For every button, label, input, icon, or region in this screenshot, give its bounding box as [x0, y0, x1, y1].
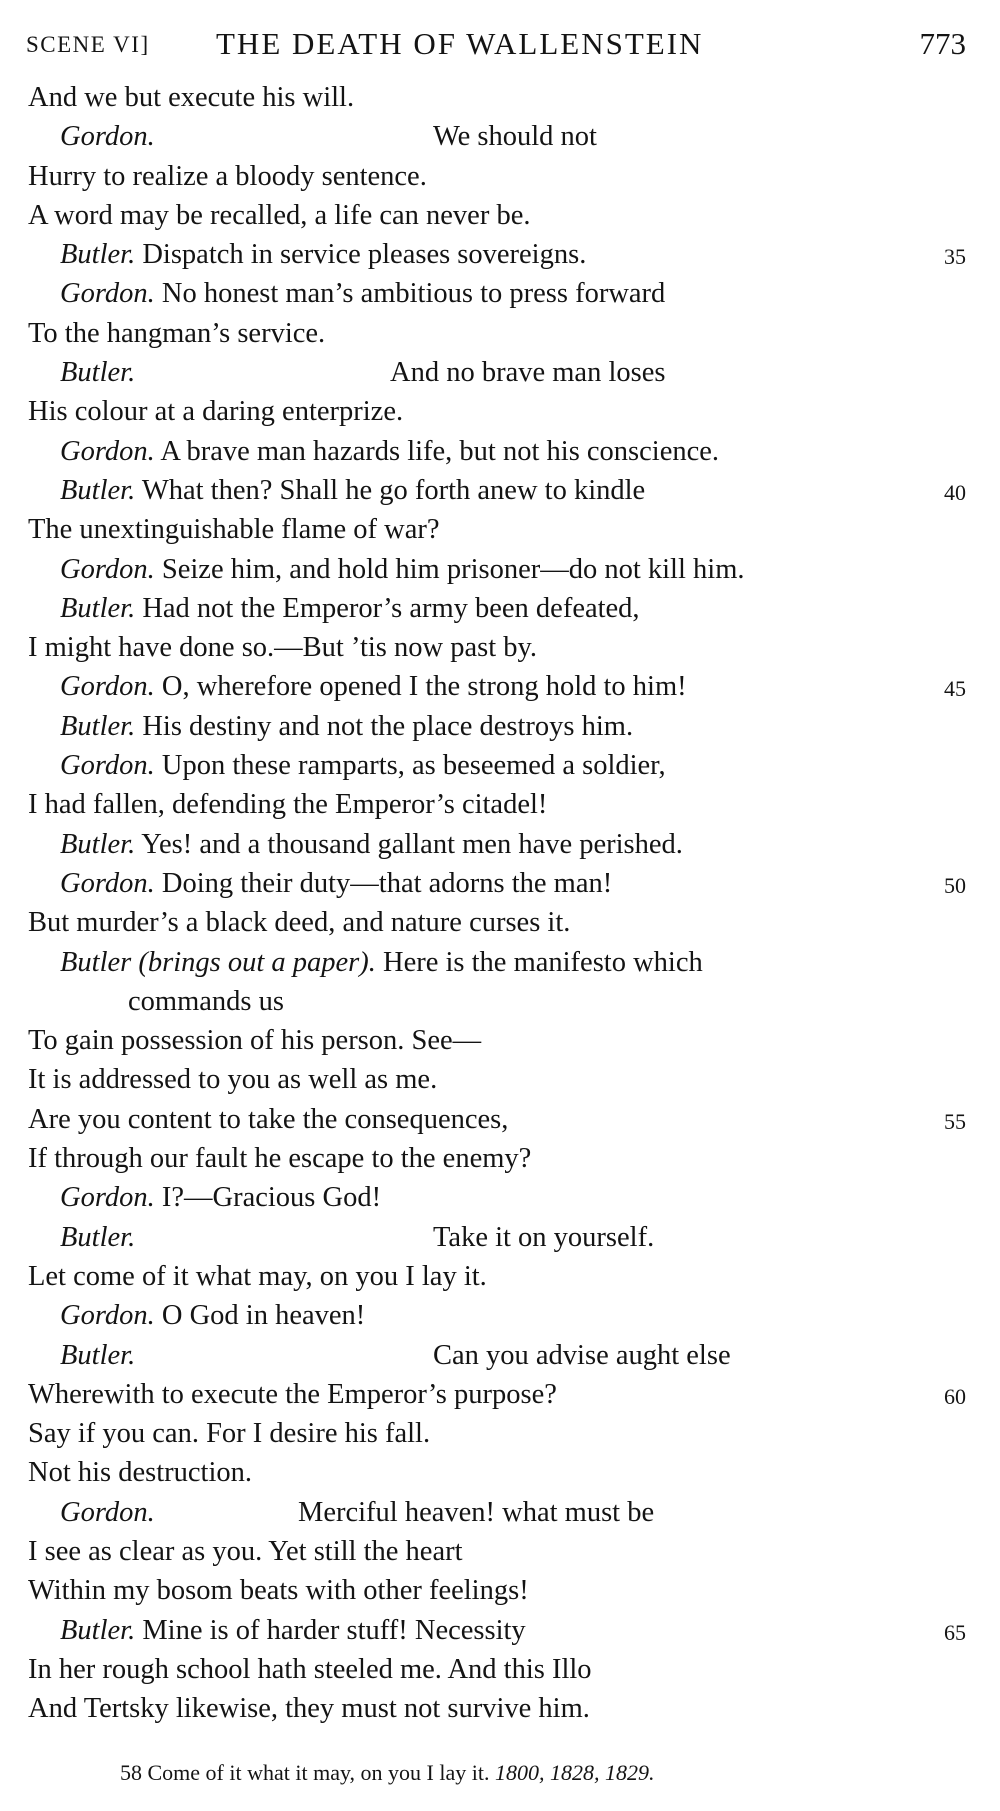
line-text: Not his destruction.: [28, 1457, 253, 1489]
verse-line: [28, 196, 966, 235]
verse-line: [28, 785, 966, 824]
speaker-name: Gordon.: [60, 1300, 155, 1332]
line-text: What then? Shall he go forth anew to kindle: [141, 474, 646, 506]
speaker-name: Gordon.: [60, 435, 155, 467]
line-number: 65: [944, 1619, 966, 1645]
line-text: To the hangman’s service.: [28, 317, 326, 349]
verse-line: [28, 1257, 966, 1296]
verse-line: [28, 628, 966, 667]
speaker-name: Butler.: [60, 710, 136, 742]
speaker-name: Gordon.: [60, 671, 155, 703]
speaker-name: Butler.: [60, 1339, 136, 1371]
line-text: The unextinguishable flame of war?: [28, 514, 440, 546]
speaker-name: Butler.: [60, 357, 136, 389]
verse-line: [28, 274, 966, 313]
verse-line: [28, 78, 966, 117]
line-text: I?—Gracious God!: [161, 1182, 382, 1214]
line-text: And Tertsky likewise, they must not survive him.: [28, 1693, 590, 1725]
verse-line: [28, 314, 966, 353]
line-number: 50: [944, 872, 966, 898]
line-text: His colour at a daring enterprize.: [28, 396, 404, 428]
line-text: O God in heaven!: [161, 1300, 366, 1332]
verse-line: [28, 1532, 966, 1571]
line-text: If through our fault he escape to the enemy?: [28, 1143, 532, 1175]
verse-line: [28, 1650, 966, 1689]
page-number: 773: [919, 26, 966, 61]
line-text: Had not the Emperor’s army been defeated,: [142, 592, 640, 624]
speaker-name: Gordon.: [60, 278, 155, 310]
line-text: Dispatch in service pleases sovereigns.: [142, 239, 587, 271]
line-number: 45: [944, 676, 966, 702]
footnote-editions: 1800, 1828, 1829.: [494, 1760, 655, 1785]
running-head: [26, 26, 966, 66]
verse-line: [28, 1021, 966, 1060]
line-text: I had fallen, defending the Emperor’s citadel!: [28, 789, 548, 821]
verse-line: [28, 510, 966, 549]
line-number: 35: [944, 244, 966, 270]
verse-line: [28, 117, 966, 156]
line-text: I might have done so.—But ’tis now past by.: [28, 632, 538, 664]
line-text: In her rough school hath steeled me. And this Illo: [28, 1653, 592, 1685]
line-text: A word may be recalled, a life can never be.: [28, 199, 531, 231]
line-text: A brave man hazards life, but not his conscience.: [160, 435, 720, 467]
verse-line: [28, 746, 966, 785]
verse-line: [28, 1178, 966, 1217]
verse-line: [28, 1571, 966, 1610]
verse-line: [28, 353, 966, 392]
speaker-name: Butler.: [60, 1221, 136, 1253]
line-text: Mine is of harder stuff! Necessity: [142, 1614, 526, 1646]
split-line-text: Can you advise aught else: [433, 1339, 731, 1371]
verse-text: [28, 78, 966, 1728]
footnote-text: Come of it what it may, on you I lay it.: [147, 1760, 490, 1785]
verse-line: [28, 550, 966, 589]
line-number: 60: [944, 1383, 966, 1409]
speaker-name: Gordon.: [60, 867, 155, 899]
speaker-name: Butler.: [60, 828, 136, 860]
verse-line: [28, 432, 966, 471]
verse-line: [28, 1218, 966, 1257]
line-text: O, wherefore opened I the strong hold to him!: [161, 671, 687, 703]
line-text: Upon these ramparts, as beseemed a soldier,: [161, 750, 666, 782]
line-text: It is addressed to you as well as me.: [28, 1064, 438, 1096]
verse-line: [28, 825, 966, 864]
line-text: And we but execute his will.: [28, 82, 355, 113]
stage-direction: (brings out a paper).: [138, 946, 376, 978]
verse-line: [28, 943, 966, 982]
line-text: Hurry to realize a bloody sentence.: [28, 160, 427, 192]
footnote-line-ref: 58: [120, 1760, 142, 1785]
line-text: No honest man’s ambitious to press forward: [161, 278, 666, 310]
line-text: Say if you can. For I desire his fall.: [28, 1418, 431, 1450]
verse-line: [28, 1060, 966, 1099]
speaker-name: Gordon.: [60, 121, 155, 153]
line-number: 55: [944, 1108, 966, 1134]
line-number: 40: [944, 479, 966, 505]
split-line-text: And no brave man loses: [390, 357, 666, 389]
verse-line: [28, 1493, 966, 1532]
speaker-name: Butler.: [60, 1614, 136, 1646]
verse-line: [28, 157, 966, 196]
verse-line: [28, 1139, 966, 1178]
verse-line: [28, 1296, 966, 1335]
line-text: Wherewith to execute the Emperor’s purpose?: [28, 1378, 557, 1410]
line-text: Within my bosom beats with other feelings!: [28, 1575, 529, 1607]
speaker-name: Gordon.: [60, 1182, 155, 1214]
verse-line: [28, 471, 966, 510]
verse-line: [28, 392, 966, 431]
verse-line: [28, 982, 966, 1021]
speaker-name: Gordon.: [60, 1496, 155, 1528]
line-text: Yes! and a thousand gallant men have perished.: [141, 828, 683, 860]
line-text: To gain possession of his person. See—: [28, 1025, 482, 1057]
verse-line: [28, 1689, 966, 1728]
footnote: [120, 1760, 654, 1786]
speaker-name: Butler.: [60, 239, 136, 271]
verse-line: [28, 707, 966, 746]
verse-line: [28, 1375, 966, 1414]
line-text: Are you content to take the consequences,: [28, 1103, 509, 1135]
verse-line: [28, 1336, 966, 1375]
scene-label: SCENE VI]: [26, 32, 150, 57]
line-text: Seize him, and hold him prisoner—do not kill him.: [161, 553, 745, 585]
speaker-name: Gordon.: [60, 553, 155, 585]
line-text: commands us: [128, 985, 284, 1017]
verse-line: [28, 1100, 966, 1139]
line-text: Here is the manifesto which: [383, 946, 703, 978]
verse-line: [28, 235, 966, 274]
split-line-text: Take it on yourself.: [433, 1221, 655, 1253]
line-text: Let come of it what may, on you I lay it.: [28, 1260, 487, 1292]
speaker-name: Gordon.: [60, 750, 155, 782]
split-line-text: Merciful heaven! what must be: [298, 1496, 655, 1528]
verse-line: [28, 1453, 966, 1492]
split-line-text: We should not: [433, 121, 597, 153]
speaker-name: Butler: [60, 946, 132, 978]
verse-line: [28, 864, 966, 903]
line-text: I see as clear as you. Yet still the heart: [28, 1535, 463, 1567]
verse-line: [28, 589, 966, 628]
line-text: Doing their duty—that adorns the man!: [161, 867, 613, 899]
speaker-name: Butler.: [60, 474, 136, 506]
verse-line: [28, 667, 966, 706]
line-text: But murder’s a black deed, and nature curses it.: [28, 907, 571, 939]
speaker-name: Butler.: [60, 592, 136, 624]
verse-line: [28, 903, 966, 942]
line-text: His destiny and not the place destroys him.: [142, 710, 634, 742]
running-title: THE DEATH OF WALLENSTEIN: [216, 26, 704, 61]
verse-line: [28, 1414, 966, 1453]
verse-line: [28, 1611, 966, 1650]
